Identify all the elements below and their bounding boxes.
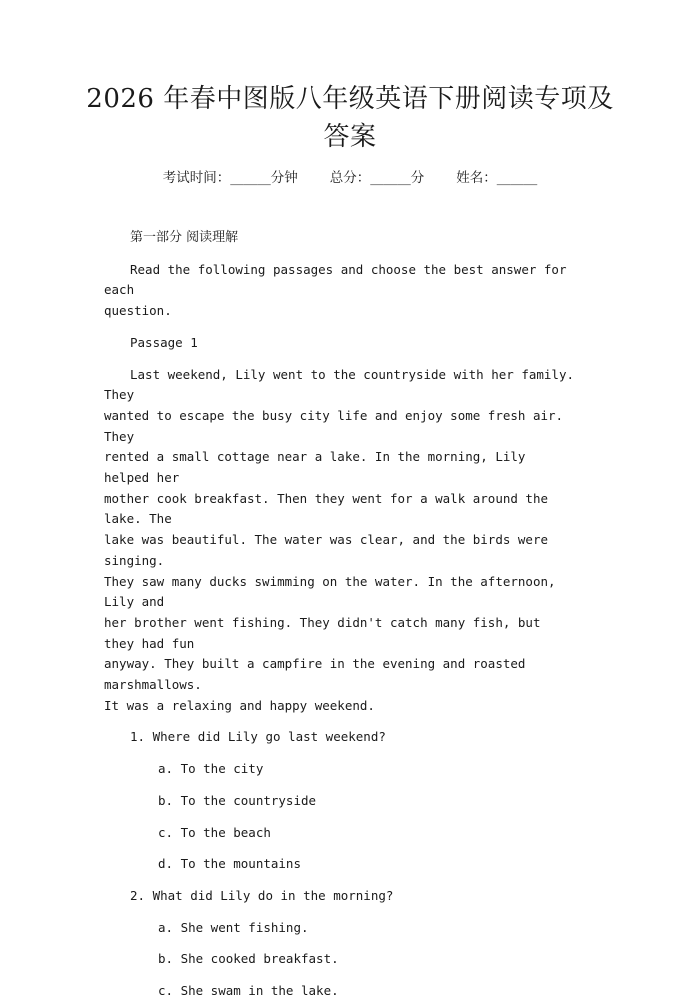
total-score-field: 总分：______分 xyxy=(329,170,425,186)
passage-text xyxy=(104,365,574,717)
passage-line: Last weekend, Lily went to the countryside with her family. They xyxy=(104,366,575,403)
question-2-option-c: c. She swam in the lake. xyxy=(158,983,339,999)
document-body xyxy=(104,228,574,1002)
instructions xyxy=(104,260,574,322)
instruction-line: Read the following passages and choose the best answer for each xyxy=(104,261,567,298)
passage-line: It was a relaxing and happy weekend. xyxy=(104,697,375,713)
question-2: 2. What did Lily do in the morning? xyxy=(130,887,394,903)
passage-line: anyway. They built a campfire in the evening and roasted marshmallows. xyxy=(104,656,526,693)
section-heading: 第一部分 阅读理解 xyxy=(130,230,239,245)
passage-label: Passage 1 xyxy=(130,334,198,350)
instruction-line: question. xyxy=(104,303,172,319)
exam-time-field: 考试时间：______分钟 xyxy=(162,170,298,186)
passage-line: her brother went fishing. They didn't catch many fish, but they had fun xyxy=(104,614,541,651)
question-1: 1. Where did Lily go last weekend? xyxy=(130,729,386,745)
title-line-2: 答案 xyxy=(323,122,377,152)
document-title xyxy=(60,80,640,156)
passage-line: They saw many ducks swimming on the water. In the afternoon, Lily and xyxy=(104,573,556,610)
passage-line: mother cook breakfast. Then they went for a walk around the lake. The xyxy=(104,490,549,527)
exam-info-row xyxy=(0,168,700,188)
question-2-option-b: b. She cooked breakfast. xyxy=(158,951,339,967)
question-2-option-a: a. She went fishing. xyxy=(158,919,309,935)
passage-line: rented a small cottage near a lake. In the morning, Lily helped her xyxy=(104,449,526,486)
question-1-option-b: b. To the countryside xyxy=(158,792,317,808)
question-1-option-c: c. To the beach xyxy=(158,824,271,840)
question-1-option-d: d. To the mountains xyxy=(158,856,301,872)
student-name-field: 姓名：______ xyxy=(456,170,538,186)
passage-line: wanted to escape the busy city life and enjoy some fresh air. They xyxy=(104,407,564,444)
passage-line: lake was beautiful. The water was clear, and the birds were singing. xyxy=(104,532,549,568)
question-1-option-a: a. To the city xyxy=(158,761,264,777)
title-line-1: 2026 年春中图版八年级英语下册阅读专项及 xyxy=(86,84,614,114)
